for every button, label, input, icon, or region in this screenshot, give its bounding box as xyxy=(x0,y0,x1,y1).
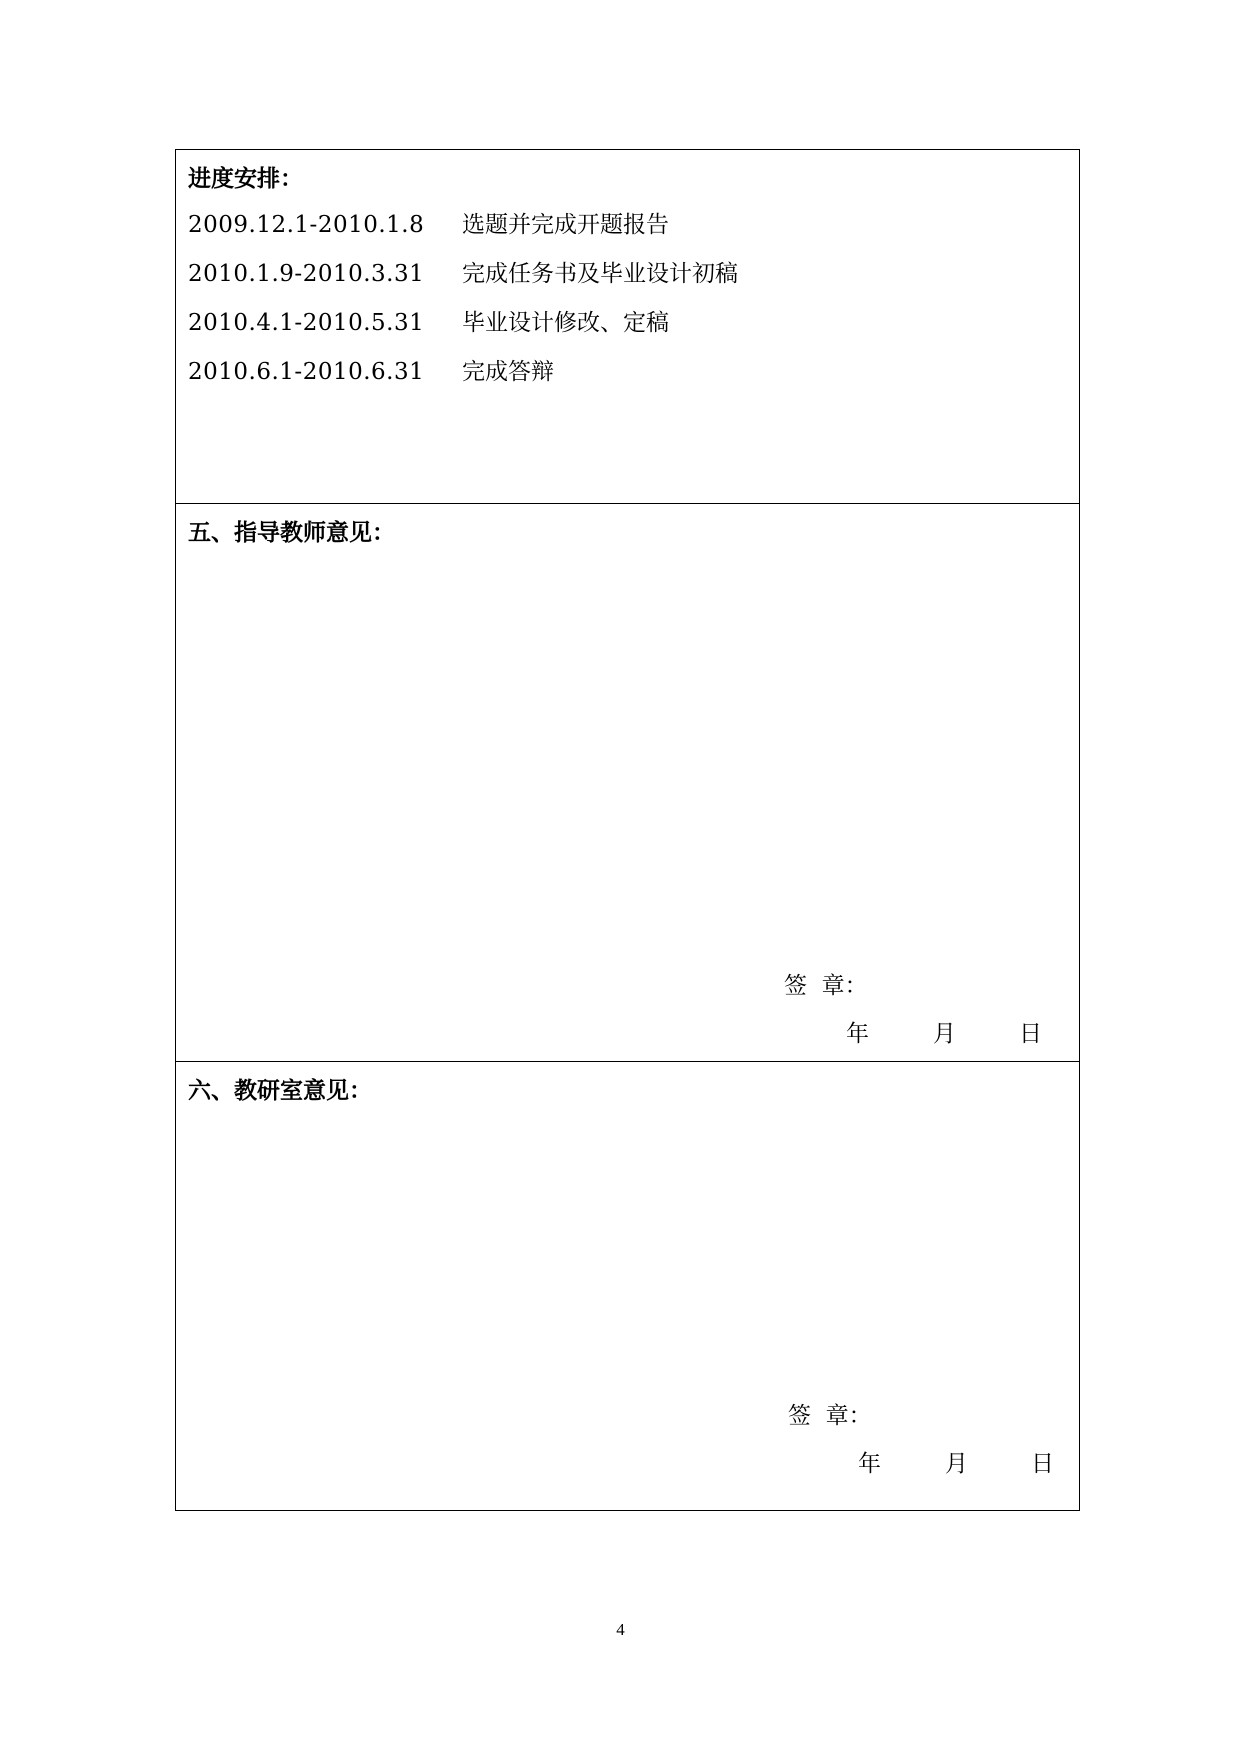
department-month-label: 月 xyxy=(945,1451,968,1477)
advisor-day-label: 日 xyxy=(1019,1021,1042,1047)
schedule-task: 选题并完成开题报告 xyxy=(462,212,669,238)
schedule-row xyxy=(188,308,669,338)
form-table xyxy=(175,149,1080,1511)
schedule-row xyxy=(188,357,554,387)
schedule-period: 2010.4.1-2010.5.31 xyxy=(188,310,425,336)
schedule-heading: 进度安排： xyxy=(188,166,303,192)
schedule-row xyxy=(188,259,738,289)
page-number: 4 xyxy=(616,1620,625,1639)
department-day-label: 日 xyxy=(1031,1451,1054,1477)
schedule-period: 2009.12.1-2010.1.8 xyxy=(188,212,425,238)
department-date-line xyxy=(176,1445,1079,1475)
department-signature-label: 签 章： xyxy=(788,1403,872,1429)
schedule-row xyxy=(188,210,669,240)
advisor-opinion-heading: 五、指导教师意见： xyxy=(188,520,395,546)
schedule-task: 完成答辩 xyxy=(462,359,554,385)
department-opinion-heading: 六、教研室意见： xyxy=(188,1078,372,1104)
department-year-label: 年 xyxy=(858,1451,881,1477)
advisor-date-line xyxy=(176,1015,1079,1045)
advisor-year-label: 年 xyxy=(846,1021,869,1047)
schedule-period: 2010.1.9-2010.3.31 xyxy=(188,261,425,287)
advisor-signature-label: 签 章： xyxy=(784,973,868,999)
schedule-section xyxy=(176,150,1079,504)
schedule-task: 完成任务书及毕业设计初稿 xyxy=(462,261,738,287)
advisor-month-label: 月 xyxy=(933,1021,956,1047)
department-opinion-section xyxy=(176,1062,1079,1510)
schedule-task: 毕业设计修改、定稿 xyxy=(462,310,669,336)
advisor-opinion-section xyxy=(176,504,1079,1062)
schedule-period: 2010.6.1-2010.6.31 xyxy=(188,359,425,385)
